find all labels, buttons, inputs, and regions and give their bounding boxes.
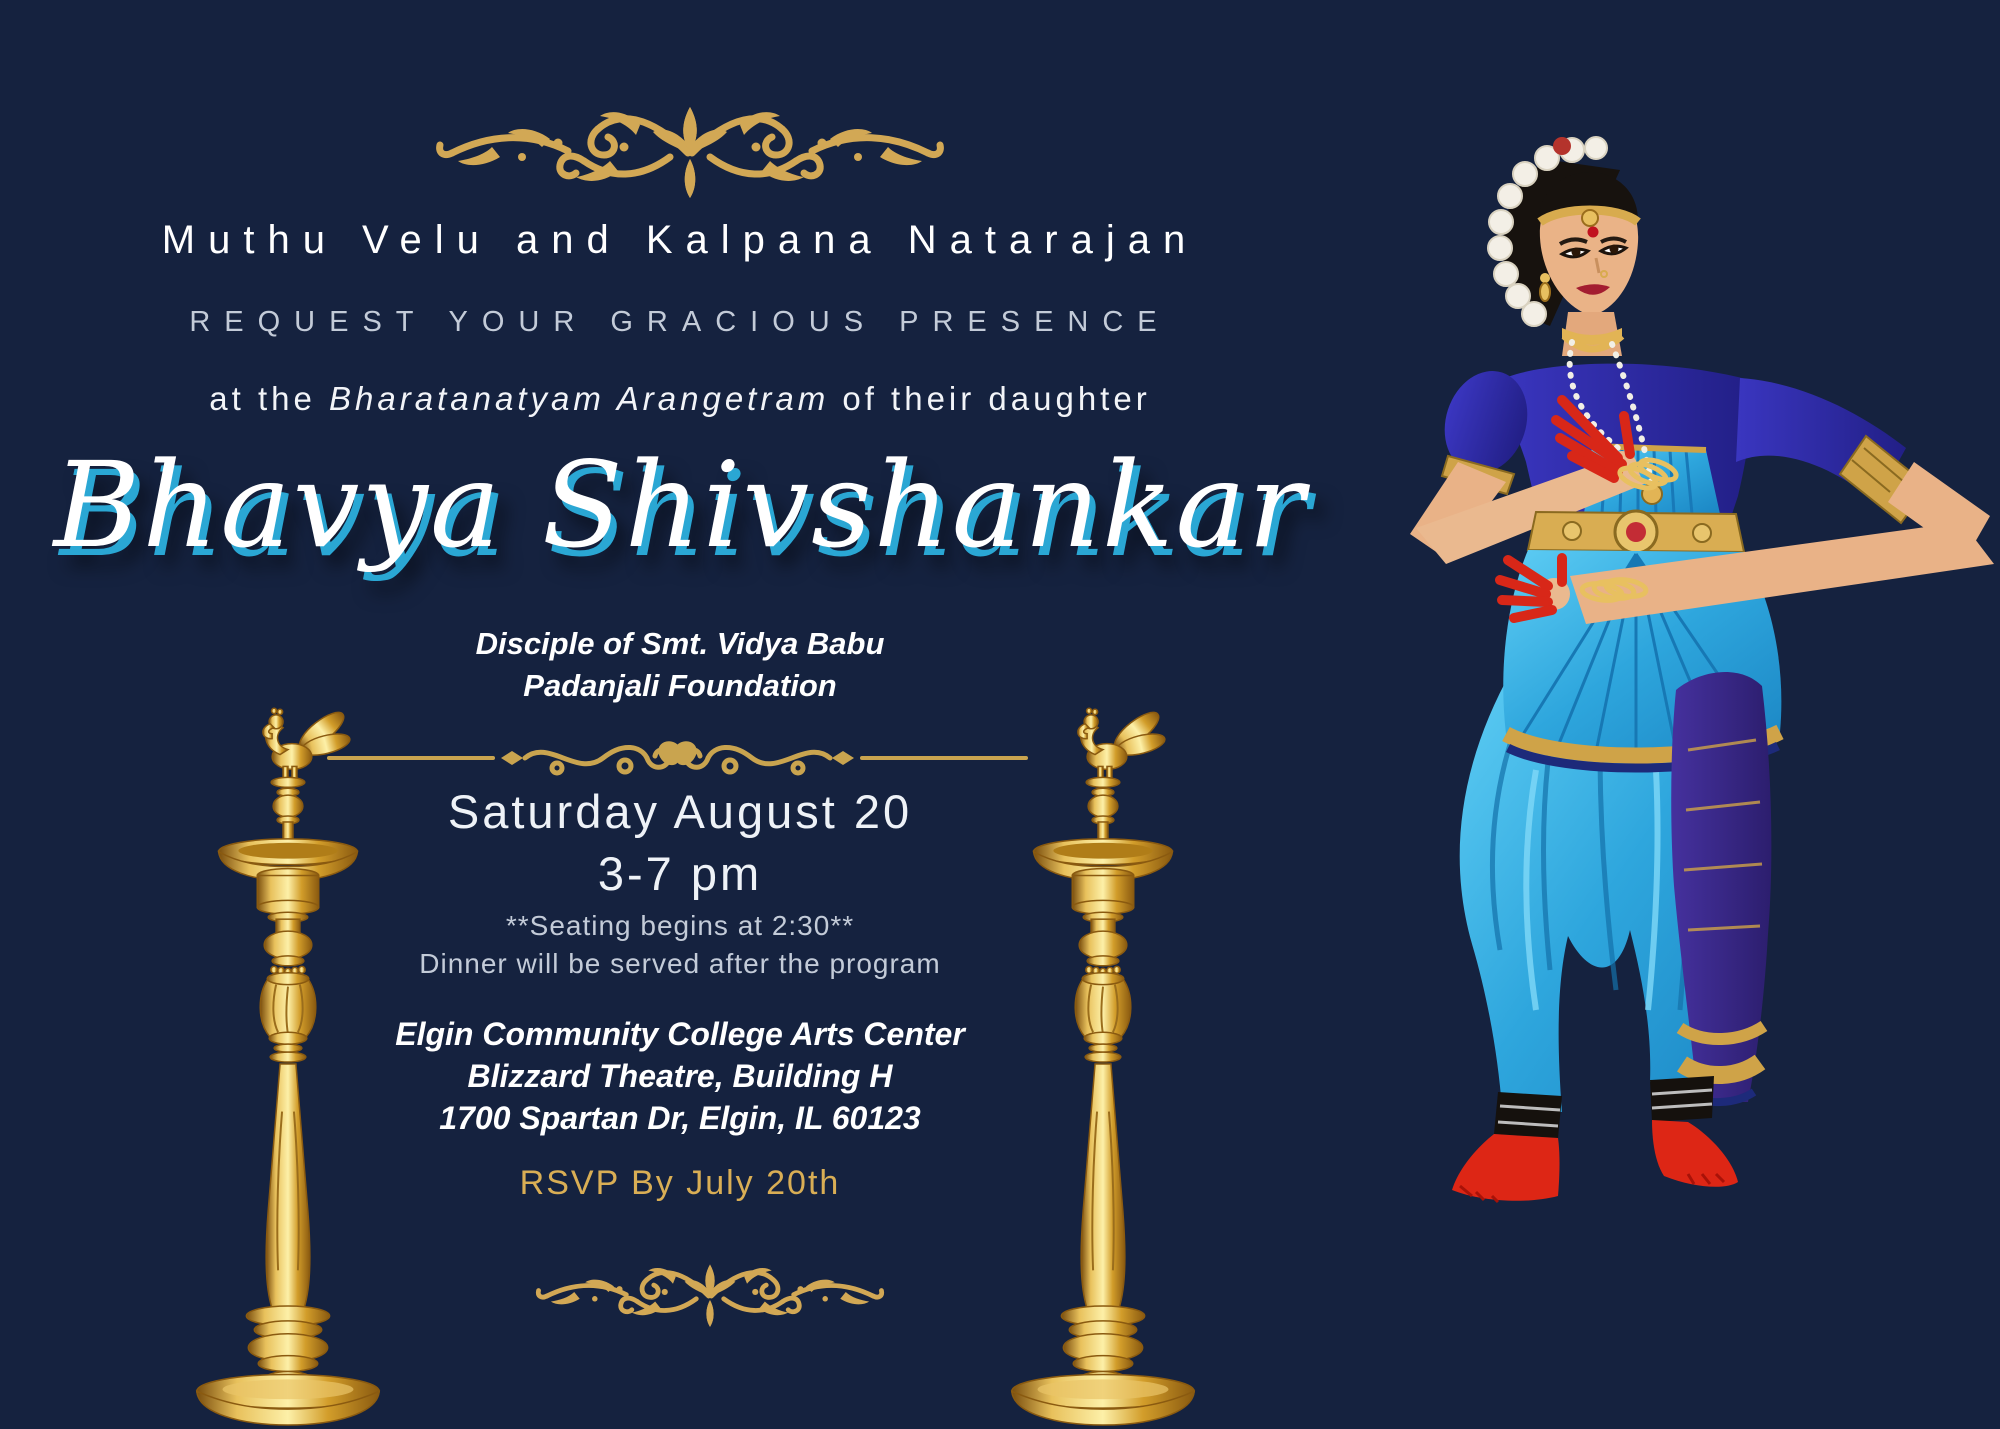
foundation-line: Padanjali Foundation (523, 668, 837, 703)
dancer-photo (1300, 130, 2000, 1429)
gold-scroll-divider-icon (325, 736, 1030, 780)
top-flourish-ornament-icon (410, 95, 970, 205)
rsvp-line: RSVP By July 20th (519, 1164, 841, 1202)
venue-address: 1700 Spartan Dr, Elgin, IL 60123 (439, 1100, 921, 1136)
bottom-flourish-ornament-icon (518, 1256, 902, 1332)
event-date: Saturday August 20 (447, 785, 913, 838)
occasion-line (0, 380, 1360, 418)
occasion-prefix: at the (209, 380, 330, 417)
occasion-suffix: of their daughter (829, 380, 1151, 417)
right-peacock-oil-lamp-icon (1003, 695, 1203, 1429)
venue-theatre: Blizzard Theatre, Building H (467, 1058, 893, 1094)
venue-name: Elgin Community College Arts Center (395, 1016, 965, 1052)
occasion-event-name: Bharatanatyam Arangetram (329, 380, 830, 417)
dinner-note: Dinner will be served after the program (419, 948, 941, 979)
guru-line: Disciple of Smt. Vidya Babu (475, 626, 885, 661)
event-time: 3-7 pm (597, 847, 763, 900)
honoree-name: Bhavya Shivshankar (53, 436, 1307, 574)
request-line: REQUEST YOUR GRACIOUS PRESENCE (189, 306, 1171, 338)
host-names: Muthu Velu and Kalpana Natarajan (161, 218, 1199, 262)
seating-note: **Seating begins at 2:30** (505, 910, 855, 941)
left-peacock-oil-lamp-icon (188, 695, 388, 1429)
